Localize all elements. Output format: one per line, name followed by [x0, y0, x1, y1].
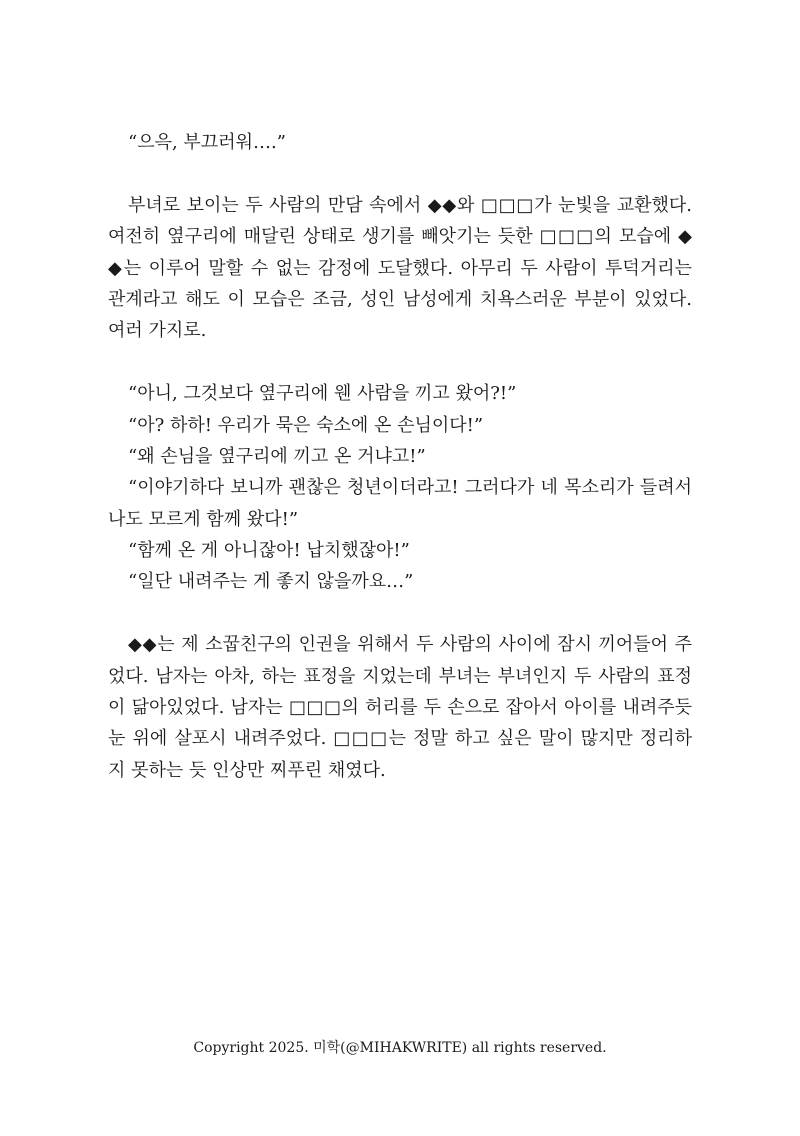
dialogue-line: “이야기하다 보니까 괜찮은 청년이더라고! 그러다가 네 목소리가 들려서	[128, 477, 692, 499]
narration-line: 지 못하는 듯 인상만 찌푸린 채였다.	[108, 759, 386, 781]
dialogue-line: 나도 모르게 함께 왔다!”	[108, 508, 299, 530]
narration-line: 여러 가지로.	[108, 320, 207, 342]
paragraph-gap	[108, 598, 692, 629]
document-body	[108, 127, 692, 786]
narration-line: 여전히 옆구리에 매달린 상태로 생기를 빼앗기는 듯한 □□□의 모습에 ◆	[108, 226, 692, 248]
narration-line: 부녀로 보이는 두 사람의 만담 속에서 ◆◆와 □□□가 눈빛을 교환했다.	[128, 194, 692, 216]
narration-line: 었다. 남자는 아차, 하는 표정을 지었는데 부녀는 부녀인지 두 사람의 표정	[108, 665, 692, 687]
paragraph-gap	[108, 158, 692, 189]
dialogue-line: “함께 온 게 아니잖아! 납치했잖아!”	[128, 540, 410, 562]
narration-line: ◆는 이루어 말할 수 없는 감정에 도달했다. 아무리 두 사람이 투덕거리는	[108, 257, 692, 279]
narration-line: 눈 위에 살포시 내려주었다. □□□는 정말 하고 싶은 말이 많지만 정리하	[108, 728, 692, 750]
dialogue-line: “일단 내려주는 게 좋지 않을까요…”	[128, 571, 414, 593]
dialogue-line: “아니, 그것보다 옆구리에 웬 사람을 끼고 왔어?!”	[128, 383, 517, 405]
dialogue-line: “왜 손님을 옆구리에 끼고 온 거냐고!”	[128, 445, 426, 467]
narration-line: 관계라고 해도 이 모습은 조금, 성인 남성에게 치욕스러운 부분이 있었다.	[108, 288, 692, 310]
narration-line: ◆◆는 제 소꿉친구의 인권을 위해서 두 사람의 사이에 잠시 끼어들어 주	[128, 634, 692, 656]
dialogue-line: “으윽, 부끄러워….”	[128, 132, 286, 153]
dialogue-line: “아? 하하! 우리가 묵은 숙소에 온 손님이다!”	[128, 414, 484, 436]
copyright-footer: Copyright 2025. 미학(@MIHAKWRITE) all rights reserved.	[193, 1040, 607, 1056]
narration-line: 이 닮아있었다. 남자는 □□□의 허리를 두 손으로 잡아서 아이를 내려주듯	[108, 697, 692, 719]
paragraph-gap	[108, 347, 692, 378]
